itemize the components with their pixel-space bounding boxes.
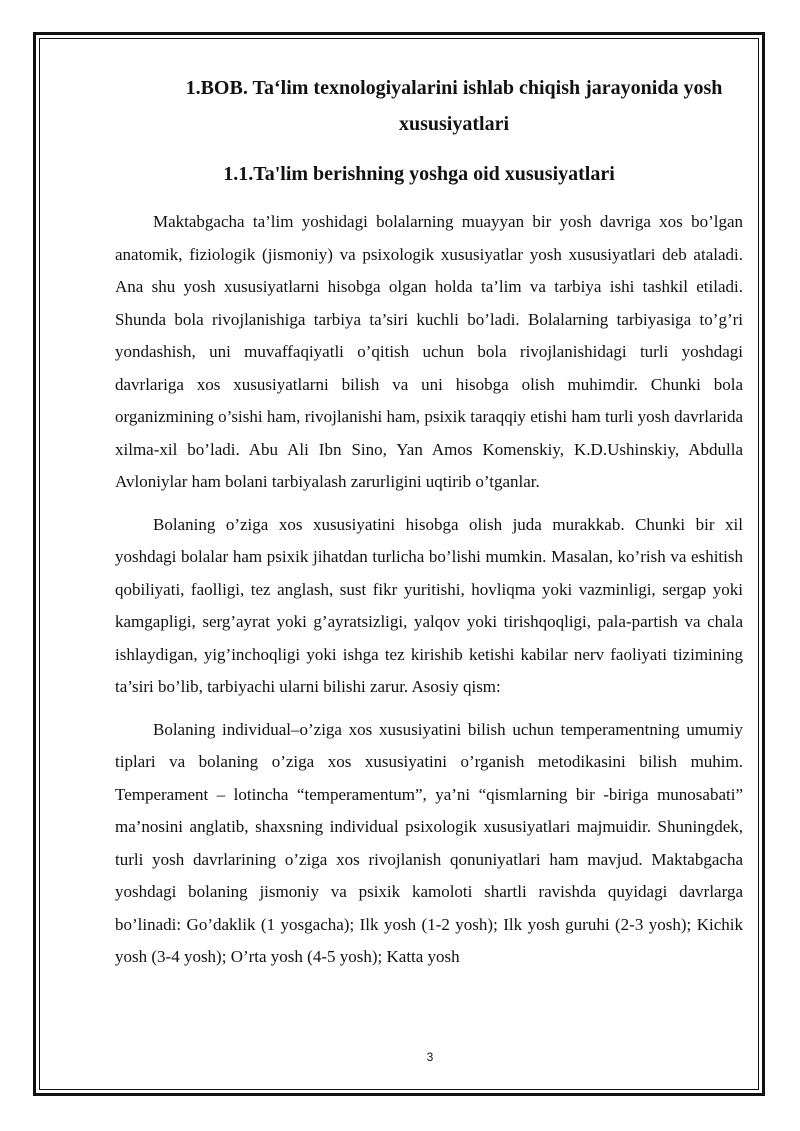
paragraph-2: Bolaning o’ziga xos xususiyatini hisobga olish juda murakkab. Chunki bir xil yoshdagi bolalar ham psixik jihatdan turlicha bo’lishi mumkin. Masalan, ko’rish va eshitish qobiliyati, faolligi, tez anglash, sust fikr yuritishi, hovliqma yoki vazminligi, sergap yoki kamgapligi, serg’ayrat yoki g’ayratsizligi, yalqov yoki tirishqoqligi, pala-partish va chala ishlaydigan, yig’inchoqligi yoki ishga tez kirishib ketishi kabilar nerv faoliyati tizimining ta’siri bo’lib, tarbiyachi ularni bilishi zarur. Asosiy qism:	[115, 514, 743, 696]
paragraph-3: Bolaning individual–o’ziga xos xususiyatini bilish uchun temperamentning umumiy tiplari va bolaning o’ziga xos xususiyatini o’rganish metodikasini bilish muhim. Temperament – lotincha “temperamentum”, ya’ni “qismlarning bir -biriga munosabati” ma’nosini anglatib, shaxsning individual psixologik xususiyatlari majmuidir. Shuningdek, turli yosh davrlarining o’ziga xos rivojlanish qonuniyatlari ham mavjud. Maktabgacha yoshdagi bolaning jismoniy va psixik kamoloti shartli ravishda quyidagi davrlarga bo’linadi: Go’daklik (1 yosgacha); Ilk yosh (1-2 yosh); Ilk yosh guruhi (2-3 yosh); Kichik yosh (3-4 yosh); O’rta yosh (4-5 yosh); Katta yosh	[115, 719, 743, 966]
section-title: 1.1.Ta'lim berishning yoshga oid xususiyatlari	[223, 163, 615, 185]
paragraph-1: Maktabgacha ta’lim yoshidagi bolalarning muayyan bir yosh davriga xos bo’lgan anatomik, fiziologik (jismoniy) va psixologik xususiyatlar yosh xususiyatlari deb ataladi. Ana shu yosh xususiyatlarni hisobga olgan holda ta’lim va tarbiya ishi tashkil etiladi. Shunda bola rivojlanishiga tarbiya ta’siri kuchli bo’ladi. Bolalarning tarbiyasiga to’g’ri yondashish, uni muvaffaqiyatli o’qitish uchun bola rivojlanishidagi turli yoshdagi davrlariga xos xususiyatlarni bilish va uni hisobga olish muhimdir. Chunki bola organizmining o’sishi ham, rivojlanishi ham, psixik taraqqiy etishi ham turli yosh davrlarida xilma-xil bo’ladi. Abu Ali Ibn Sino, Yan Amos Komenskiy, K.D.Ushinskiy, Abdulla Avloniylar ham bolani tarbiyalash zarurligini uqtirib o’tganlar.	[115, 212, 743, 491]
page-content	[115, 70, 743, 984]
chapter-title: 1.BOB. Ta‘lim texnologiyalarini ishlab chiqish jarayonida yosh xususiyatlari	[185, 77, 723, 135]
page-number: 3	[426, 1050, 434, 1064]
